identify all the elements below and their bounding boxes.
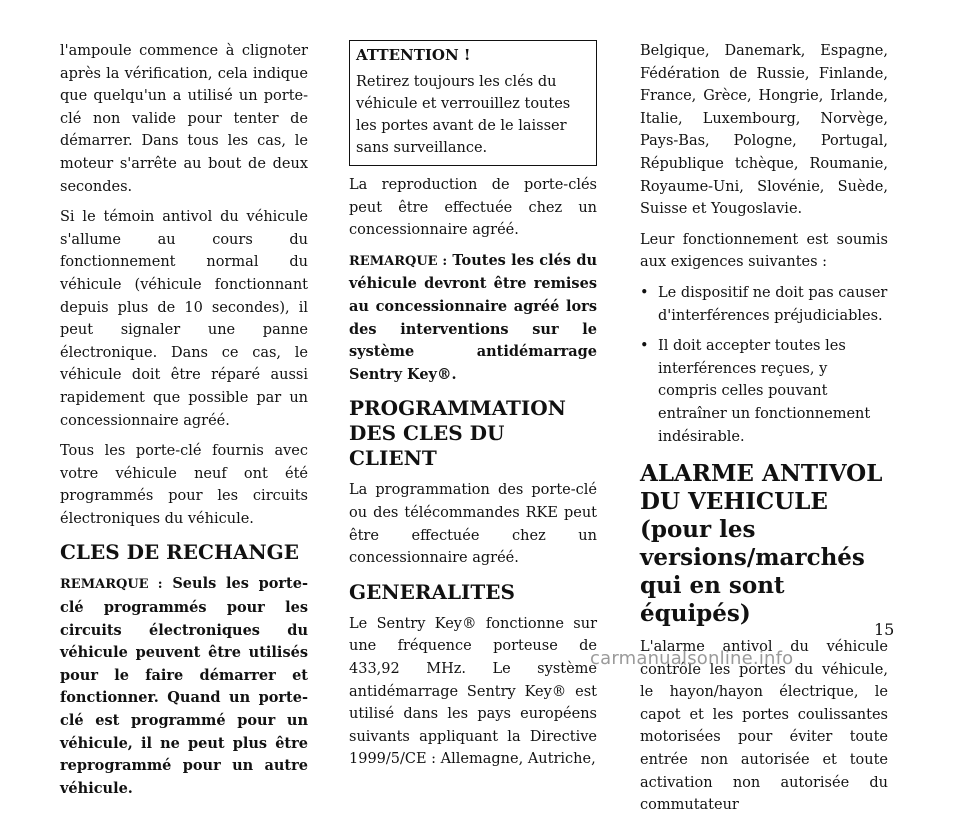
list-item xyxy=(640,282,888,327)
section-heading-generalites: GENERALITES xyxy=(349,579,515,604)
paragraph: Le Sentry Key® fonctionne sur une fréquence porteuse de 433,92 MHz. Le système antidémarrage Sentry Key® est utilisé dans les pays européens suivants appliquant la Directive 1999/5/CE : Allemagne, Autriche, xyxy=(349,615,597,768)
note-label: REMARQUE : xyxy=(60,577,163,593)
note-text: Seuls les porte-clé programmés pour les circuits électroniques du véhicule peuvent être utilisés pour le faire démarrer et fonctionner. Quand un porte-clé est programmé pour un véhicule, il ne peut plus être reprogrammé pour un autre véhicule. xyxy=(60,575,308,797)
attention-text: Retirez toujours les clés du véhicule et verrouillez toutes les portes avant de le laisser sans surveillance. xyxy=(356,74,571,156)
page-number: 15 xyxy=(874,620,895,639)
bullet-icon: • xyxy=(640,284,649,301)
paragraph: Si le témoin antivol du véhicule s'allume au cours du fonctionnement normal du véhicule (véhicule fonctionnant depuis plus de 10 secondes), il peut signaler une panne électronique. Dans ce cas, le véhicule doit être réparé aussi rapidement que possible par un concessionnaire agréé. xyxy=(60,209,308,429)
note-paragraph xyxy=(60,573,308,800)
section-heading-programmation: PROGRAMMATION DES CLES DU CLIENT xyxy=(349,396,566,471)
requirements-list xyxy=(640,282,888,448)
column-left xyxy=(60,40,308,808)
paragraph: L'alarme antivol du véhicule contrôle les portes du véhicule, le hayon/hayon électrique, le capot et les portes coulissantes motorisées pour éviter toute entrée non autorisée et toute activation non autorisée du commutateur xyxy=(640,639,888,814)
watermark: carmanualsonline.info xyxy=(590,648,794,669)
column-right xyxy=(640,40,888,825)
paragraph: Leur fonctionnement est soumis aux exigences suivantes : xyxy=(640,231,888,271)
column-middle xyxy=(349,40,597,779)
attention-title: ATTENTION ! xyxy=(356,46,471,64)
list-item xyxy=(640,335,888,448)
paragraph: La reproduction de porte-clés peut être effectuée chez un concessionnaire agréé. xyxy=(349,177,597,239)
section-heading-cles-de-rechange: CLES DE RECHANGE xyxy=(60,540,299,565)
paragraph: La programmation des porte-clé ou des télécommandes RKE peut être effectuée chez un concessionnaire agréé. xyxy=(349,482,597,567)
list-item-text: Il doit accepter toutes les interférences reçues, y compris celles pouvant entraîner un fonctionnement indésirable. xyxy=(658,338,871,445)
paragraph: l'ampoule commence à clignoter après la vérification, cela indique que quelqu'un a utilisé un porte-clé non valide pour tenter de démarrer. Dans tous les cas, le moteur s'arrête au bout de deux secondes. xyxy=(60,43,308,195)
note-label: REMARQUE : xyxy=(349,253,448,269)
note-text: Toutes les clés du véhicule devront être remises au concessionnaire agréé lors des interventions sur le système antidémarrage Sentry Key®. xyxy=(349,251,597,383)
section-heading-alarme-antivol: ALARME ANTIVOL DU VEHICULE (pour les versions/marchés qui en sont équipés) xyxy=(640,460,883,628)
list-item-text: Le dispositif ne doit pas causer d'interférences préjudiciables. xyxy=(658,284,888,324)
bullet-icon: • xyxy=(640,338,649,355)
paragraph: Tous les porte-clé fournis avec votre véhicule neuf ont été programmés pour les circuits électroniques du véhicule. xyxy=(60,443,308,527)
attention-box xyxy=(349,40,597,166)
note-paragraph xyxy=(349,250,597,387)
paragraph: Belgique, Danemark, Espagne, Fédération de Russie, Finlande, France, Grèce, Hongrie, Irlande, Italie, Luxembourg, Norvège, Pays-Bas, Pologne, Portugal, République tchèque, Roumanie, Royaume-Uni, Slovénie, Suède, Suisse et Yougoslavie. xyxy=(640,43,888,218)
